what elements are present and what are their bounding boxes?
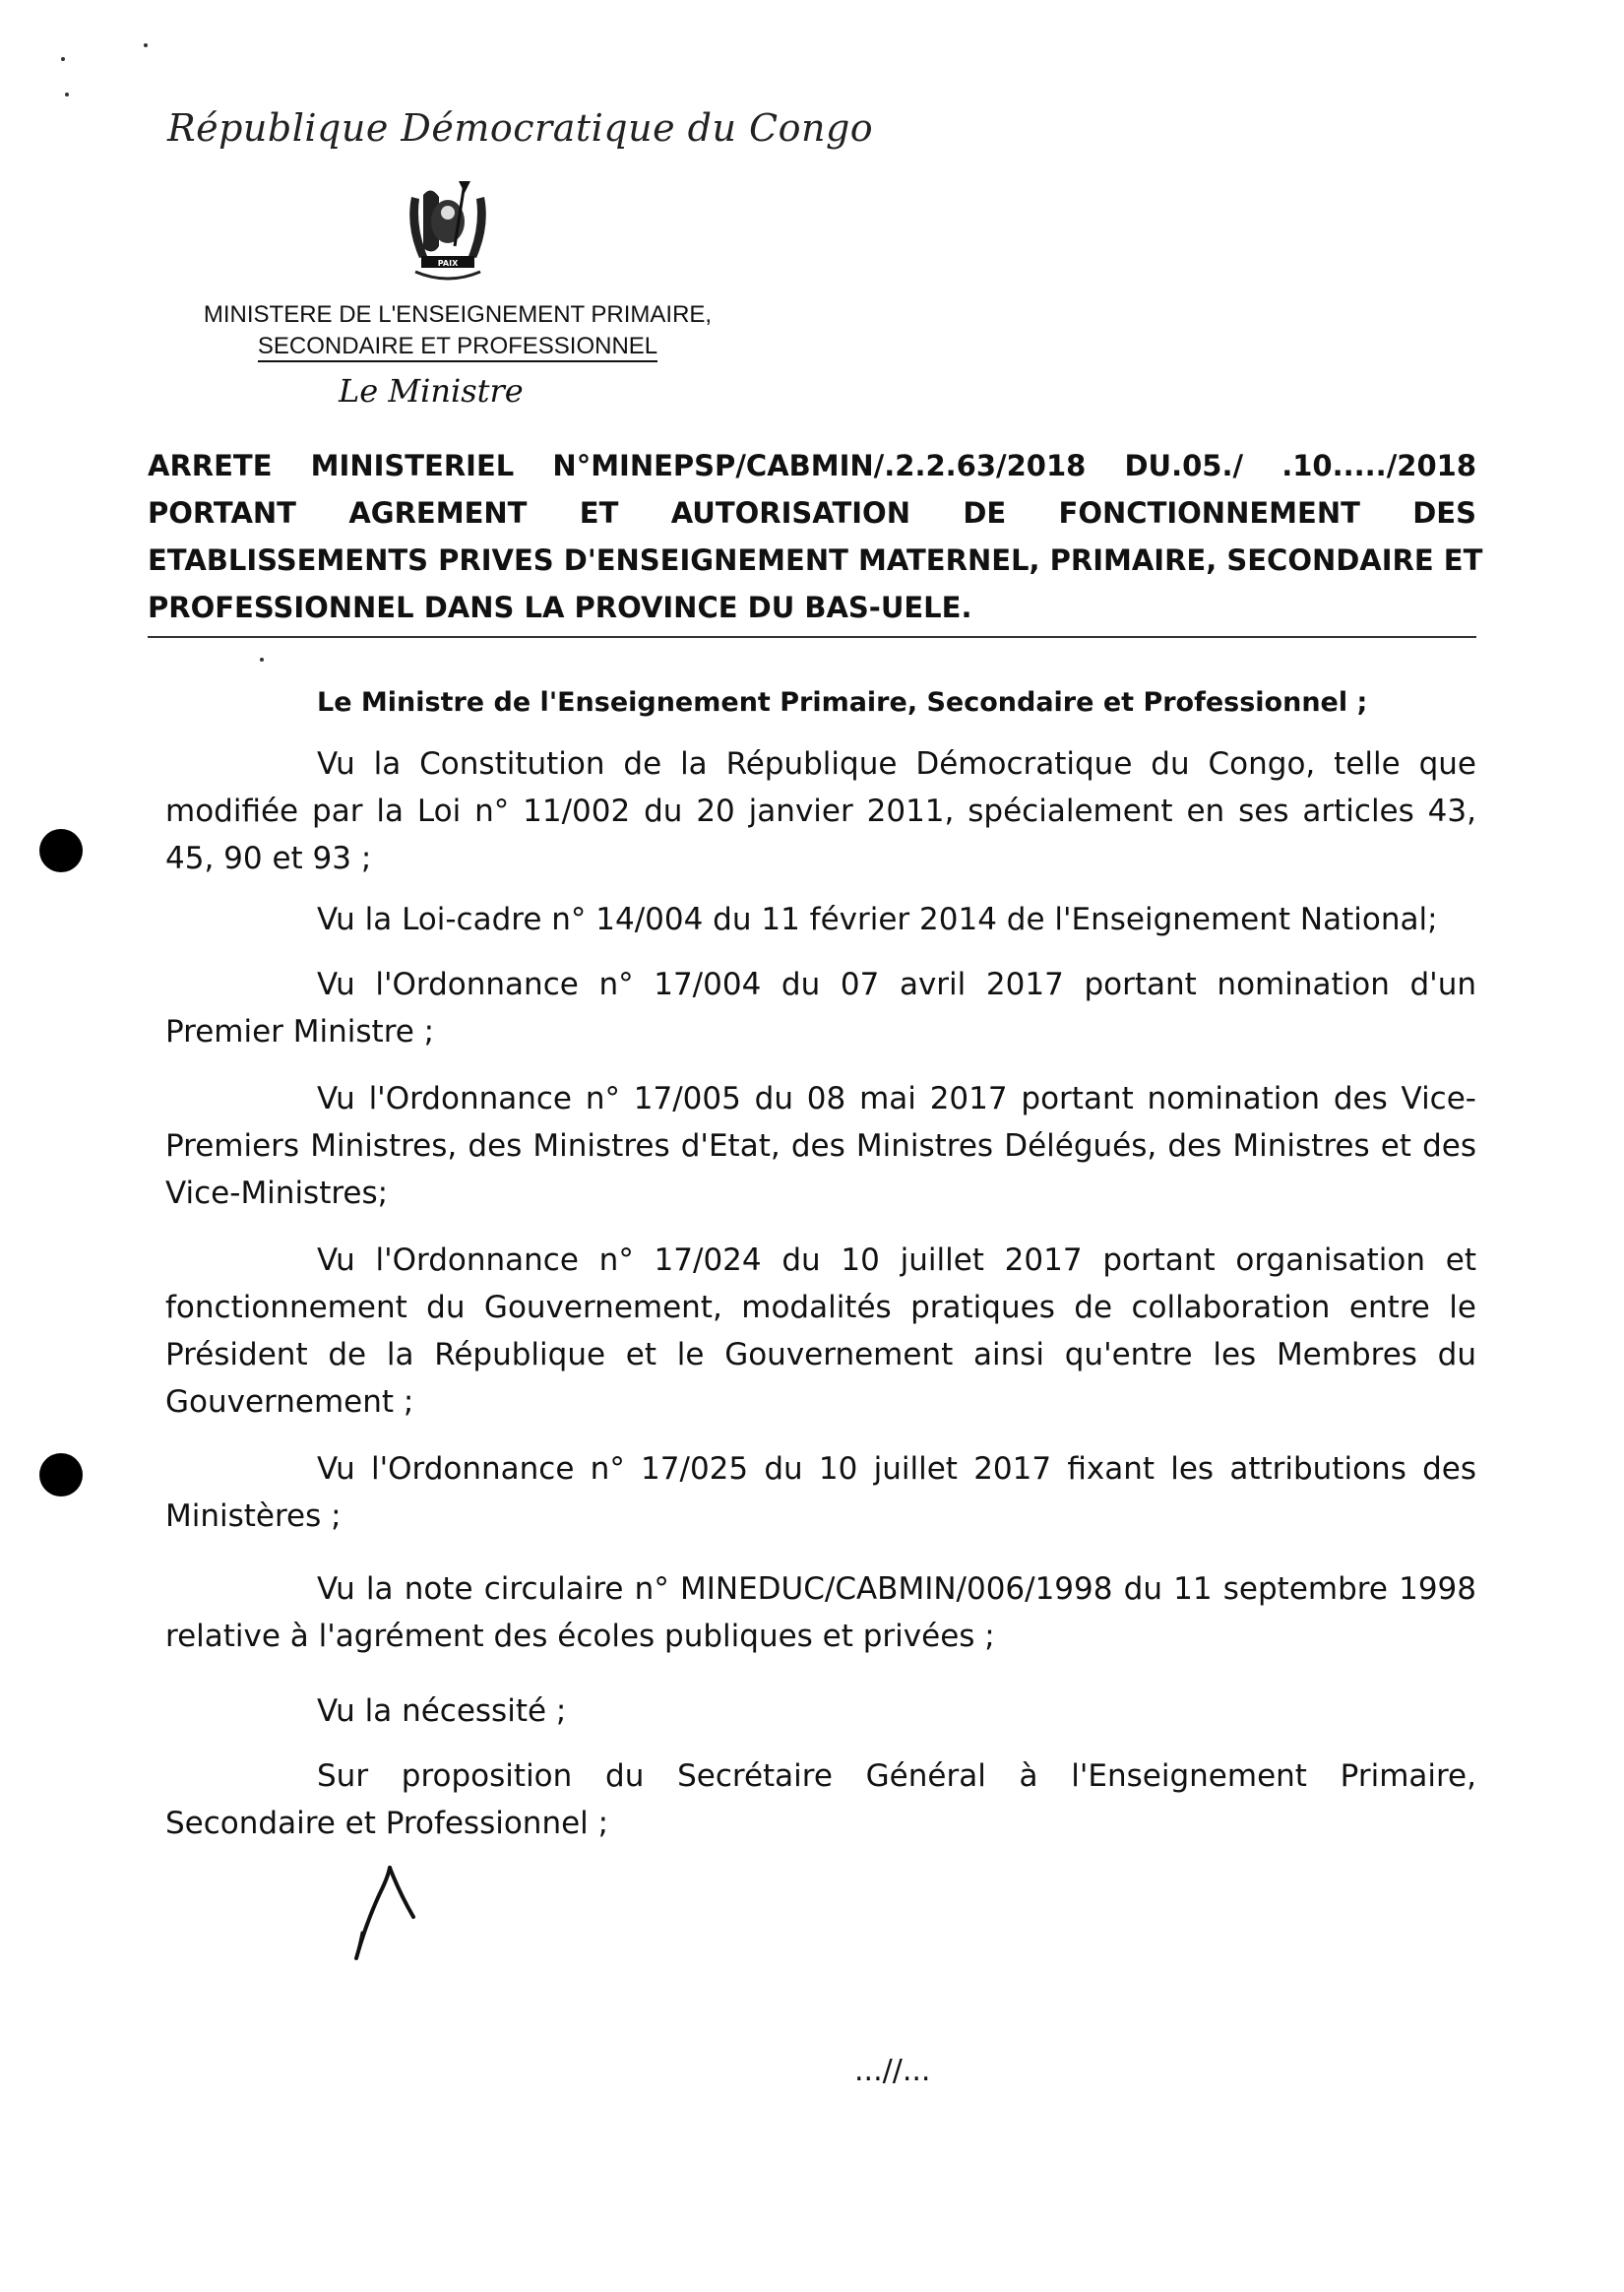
office-title: Le Ministre <box>339 372 524 410</box>
decree-title-line: PROFESSIONNEL DANS LA PROVINCE DU BAS-UELE. <box>148 591 972 624</box>
title-divider <box>148 636 1476 638</box>
preamble-paragraph: Vu la nécessité ; <box>317 1693 567 1729</box>
decree-title-line: PORTANT AGREMENT ET AUTORISATION DE FONCTIONNEMENT DES <box>148 496 1476 530</box>
preamble-paragraph: Vu l'Ordonnance n° 17/004 du 07 avril 2017 portant nomination d'un Premier Ministre ; <box>165 967 1476 1050</box>
scan-speck <box>65 93 69 96</box>
preamble-paragraph: Sur proposition du Secrétaire Général à l'Enseignement Primaire, Secondaire et Professionnel ; <box>165 1758 1476 1841</box>
ministry-name: MINISTERE DE L'ENSEIGNEMENT PRIMAIRE, <box>203 301 713 328</box>
punch-hole <box>39 1453 83 1496</box>
preamble-paragraph: Vu l'Ordonnance n° 17/025 du 10 juillet 2017 fixant les attributions des Ministères ; <box>165 1451 1476 1534</box>
scan-speck <box>61 57 65 61</box>
emblem-motto: PAIX <box>437 259 459 268</box>
scan-speck <box>260 658 264 662</box>
country-name: République Démocratique du Congo <box>167 106 874 150</box>
preamble-paragraph: Vu la note circulaire n° MINEDUC/CABMIN/006/1998 du 11 septembre 1998 relative à l'agrément des écoles publiques et privées ; <box>165 1571 1476 1654</box>
decree-title-line: ETABLISSEMENTS PRIVES D'ENSEIGNEMENT MATERNEL, PRIMAIRE, SECONDAIRE ET <box>148 543 1483 577</box>
preamble-paragraph: Vu l'Ordonnance n° 17/024 du 10 juillet 2017 portant organisation et fonctionnement du Gouvernement, modalités pratiques de collaboration entre le Président de la République et le Gouvernement ainsi qu'entre les Membres du Gouvernement ; <box>165 1242 1476 1420</box>
preamble-paragraph: Vu l'Ordonnance n° 17/005 du 08 mai 2017 portant nomination des Vice-Premiers Ministres, des Ministres d'Etat, des Ministres Délégués, des Ministres et des Vice-Ministres; <box>165 1081 1476 1211</box>
preamble-paragraph: Vu la Loi-cadre n° 14/004 du 11 février 2014 de l'Enseignement National; <box>317 902 1438 937</box>
scan-speck <box>144 43 148 47</box>
initials-mark <box>350 1864 419 1962</box>
coat-of-arms-icon <box>394 177 502 286</box>
decree-reference: ARRETE MINISTERIEL N°MINEPSP/CABMIN/.2.2.63/2018 DU.05./ .10...../2018 <box>148 449 1476 482</box>
page-continuation-mark: ...//... <box>854 2054 931 2088</box>
ministry-name-continued: SECONDAIRE ET PROFESSIONNEL <box>177 333 738 360</box>
preamble-heading: Le Ministre de l'Enseignement Primaire, Secondaire et Professionnel ; <box>317 687 1368 718</box>
preamble-paragraph: Vu la Constitution de la République Démocratique du Congo, telle que modifiée par la Loi n° 11/002 du 20 janvier 2011, spécialement en ses articles 43, 45, 90 et 93 ; <box>165 746 1476 876</box>
punch-hole <box>39 829 83 872</box>
